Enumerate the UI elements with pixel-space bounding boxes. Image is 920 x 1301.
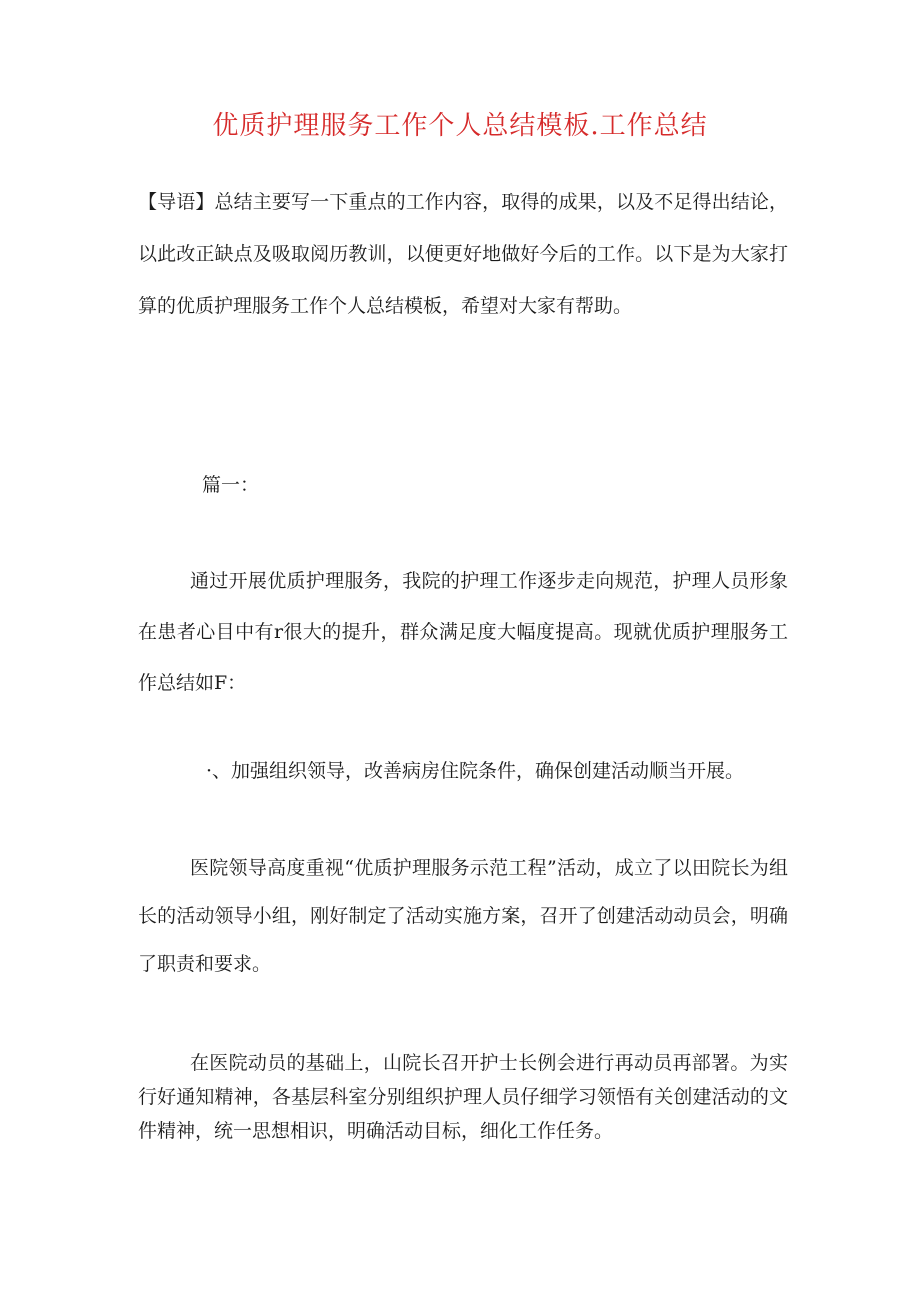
section-heading: 篇一： bbox=[202, 474, 260, 496]
document-title: 优质护理服务工作个人总结模板.工作总结 bbox=[212, 111, 708, 141]
body-paragraph-2: 医院领导高度重视“优质护理服务示范工程”活动，成立了以田院长为组长的活动领导小组，刚好制定了活动实施方案，召开了创建活动动员会，明确了职责和要求。 bbox=[138, 857, 788, 975]
intro-paragraph: 【导语】总结主要写一下重点的工作内容，取得的成果，以及不足得出结论，以此改正缺点及吸取阅历教训，以便更好地做好今后的工作。以下是为大家打算的优质护理服务工作个人总结模板，希望对大家有帮助。 bbox=[138, 191, 788, 317]
body-paragraph-3: 在医院动员的基础上，山院长召开护士长例会进行再动员再部署。为实行好通知精神，各基层科室分别组织护理人员仔细学习领悟有关创建活动的文件精神，统一思想相识，明确活动目标，细化工作任务。 bbox=[138, 1052, 788, 1142]
body-paragraph-1: 通过开展优质护理服务，我院的护理工作逐步走向规范，护理人员形象在患者心目中有r很大的提升，群众满足度大幅度提高。现就优质护理服务工作总结如F： bbox=[138, 570, 788, 694]
bullet-item: ·、加强组织领导，改善病房住院条件，确保创建活动顺当开展。 bbox=[206, 760, 745, 782]
